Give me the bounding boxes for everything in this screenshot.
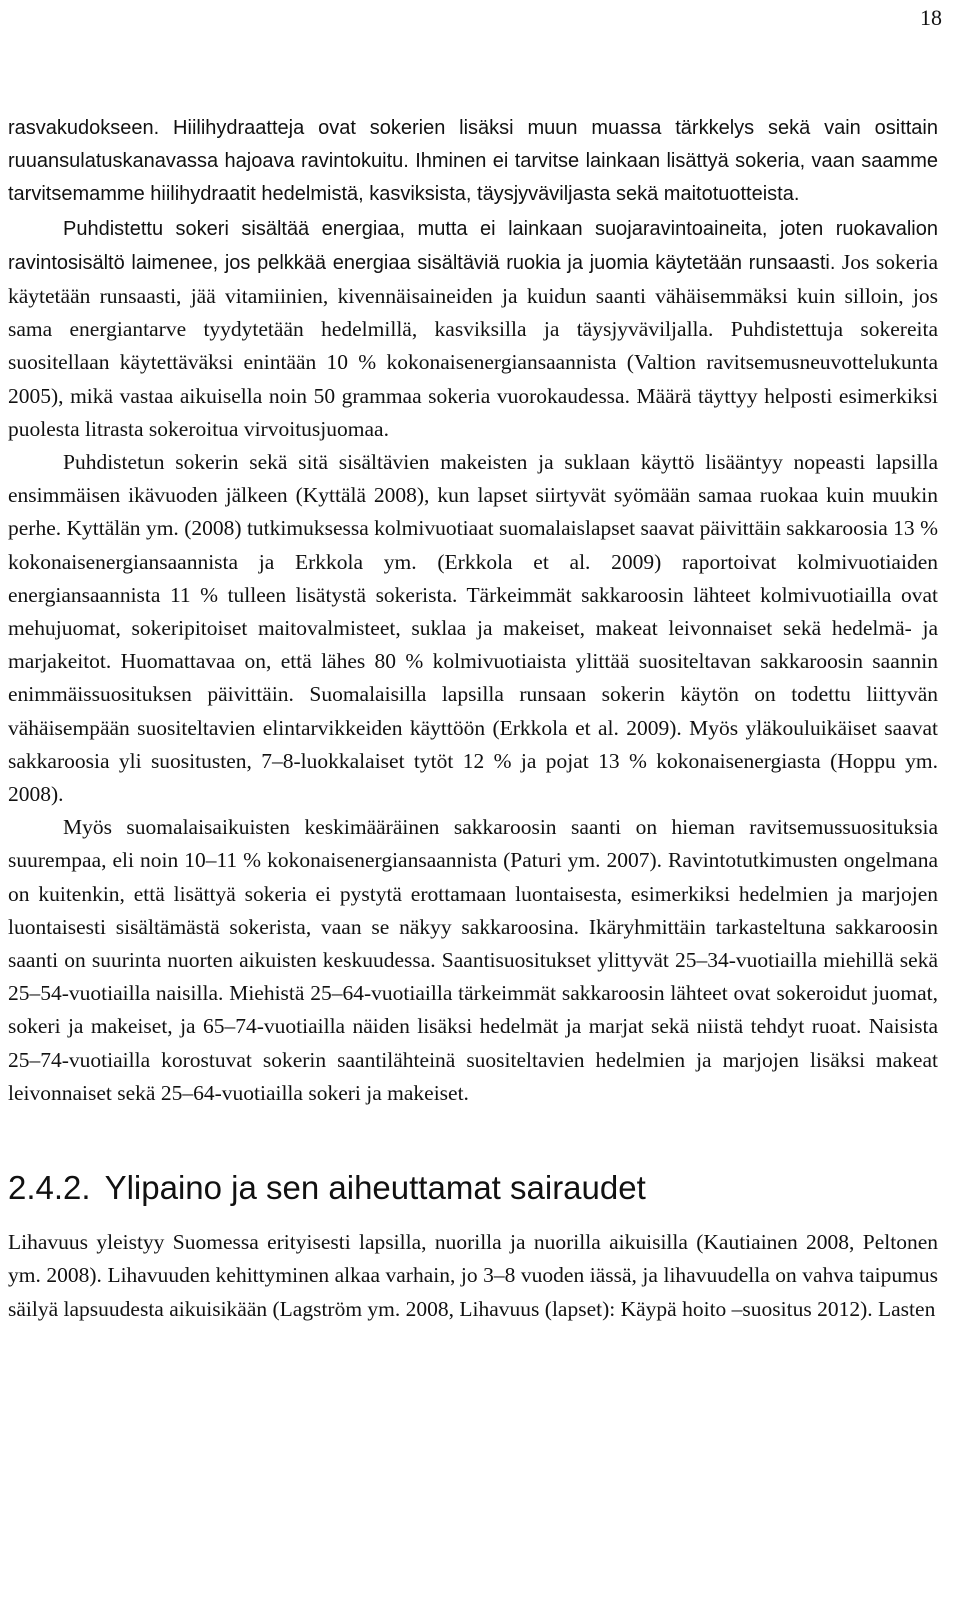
section-title: Ylipaino ja sen aiheuttamat sairaudet xyxy=(104,1169,646,1207)
paragraph-carbohydrates: rasvakudokseen. Hiilihydraatteja ovat sokerien lisäksi muun muassa tärkkelys sekä vain osittain ruuansulatuskanavassa hajoava ravintokuitu. Ihminen ei tarvitse lainkaan lisättyä sokeria, vaan saamme tarvitsemamme hiilihydraatit hedelmistä, kasviksista, täysjyväviljasta sekä maitotuotteista. xyxy=(8,117,938,206)
paragraph-refined-sugar-body: Jos sokeria käytetään runsaasti, jää vitamiinien, kivennäisaineiden ja kuidun saanti vähäisemmäksi kuin silloin, jos sama energiantarve tyydytetään hedelmillä, kasviksilla ja täysjyväviljalla. Puhdistettuja sokereita suositellaan käytettäväksi enintään 10 % kokonaisenergiansaannista (Valtion ravitsemusneuvottelukunta 2005), mikä vastaa aikuisella noin 50 grammaa sokeria vuorokaudessa. Määrä täyttyy helposti esimerkiksi puolesta litrasta sokeroitua virvoitusjuomaa. xyxy=(8,249,938,441)
paragraph-obesity: Lihavuus yleistyy Suomessa erityisesti lapsilla, nuorilla ja nuorilla aikuisilla (Kautiainen 2008, Peltonen ym. 2008). Lihavuuden kehittyminen alkaa varhain, jo 3–8 vuoden iässä, ja lihavuudella on vahva taipumus säilyä lapsuudesta aikuisikään (Lagström ym. 2008, Lihavuus (lapset): Käypä hoito –suositus 2012). Lasten xyxy=(8,1230,938,1321)
paragraph-refined-sugar xyxy=(8,212,938,446)
page-number: 18 xyxy=(920,5,942,30)
section-number: 2.4.2. xyxy=(8,1169,91,1207)
paragraph-refined-sugar-intro: Puhdistettu sokeri sisältää energiaa, mutta ei lainkaan suojaravintoaineita, joten ruokavalion ravintosisältö laimenee, jos pelkkää energiaa sisältäviä ruokia ja juomia käytetään runsaasti. xyxy=(8,217,938,274)
section-heading xyxy=(8,1170,938,1206)
paragraph-adults-sugar: Myös suomalaisaikuisten keskimääräinen sakkaroosin saanti on hieman ravitsemussuosituksia suurempaa, eli noin 10–11 % kokonaisenergiansaannista (Paturi ym. 2007). Ravintotutkimusten ongelmana on kuitenkin, että lisättyä sokeria ei pystytä erottamaan luontaisesta, esimerkiksi hedelmien ja marjojen luontaisesti sisältämästä sokerista, vaan se näkyy sakkaroosina. Ikäryhmittäin tarkasteltuna sakkaroosin saanti on suurinta nuorten aikuisten keskuudessa. Saantisuositukset ylittyvät 25–34-vuotiailla miehillä sekä 25–54-vuotiailla naisilla. Miehistä 25–64-vuotiailla tärkeimmät sakkaroosin lähteet ovat sokeroidut juomat, sokeri ja makeiset, ja 65–74-vuotiailla näiden lisäksi hedelmät ja marjat sekä niistä tehdyt ruoat. Naisista 25–74-vuotiailla korostuvat sokerin saantilähteinä suositeltavien hedelmien ja marjojen lisäksi makeat leivonnaiset sekä 25–64-vuotiailla sokeri ja makeiset. xyxy=(8,815,938,1105)
page-content xyxy=(8,112,938,1326)
paragraph-children-sugar: Puhdistetun sokerin sekä sitä sisältävien makeisten ja suklaan käyttö lisääntyy nopeasti lapsilla ensimmäisen ikävuoden jälkeen (Kyttälä 2008), kun lapset siirtyvät syömään samaa ruokaa kuin muukin perhe. Kyttälän ym. (2008) tutkimuksessa kolmivuotiaat suomalaislapset saavat päivittäin sakkaroosia 13 % kokonaisenergiansaannista ja Erkkola ym. (Erkkola et al. 2009) raportoivat kolmivuotiaiden energiansaannista 11 % tulleen lisätystä sokerista. Tärkeimmät sakkaroosin lähteet kolmivuotiailla ovat mehujuomat, sokeripitoiset maitovalmisteet, suklaa ja makeiset, makeat leivonnaiset sekä hedelmä- ja marjakeitot. Huomattavaa on, että lähes 80 % kolmivuotiaista ylittää suositeltavan sakkaroosin saannin enimmäissuosituksen päivittäin. Suomalaisilla lapsilla runsaan sokerin käytön on todettu liittyvän vähäisempään suositeltavien elintarvikkeiden käyttöön (Erkkola et al. 2009). Myös yläkouluikäiset saavat sakkaroosia yli suositusten, 7–8-luokkalaiset tytöt 12 % ja pojat 13 % kokonaisenergiasta (Hoppu ym. 2008). xyxy=(8,450,938,807)
